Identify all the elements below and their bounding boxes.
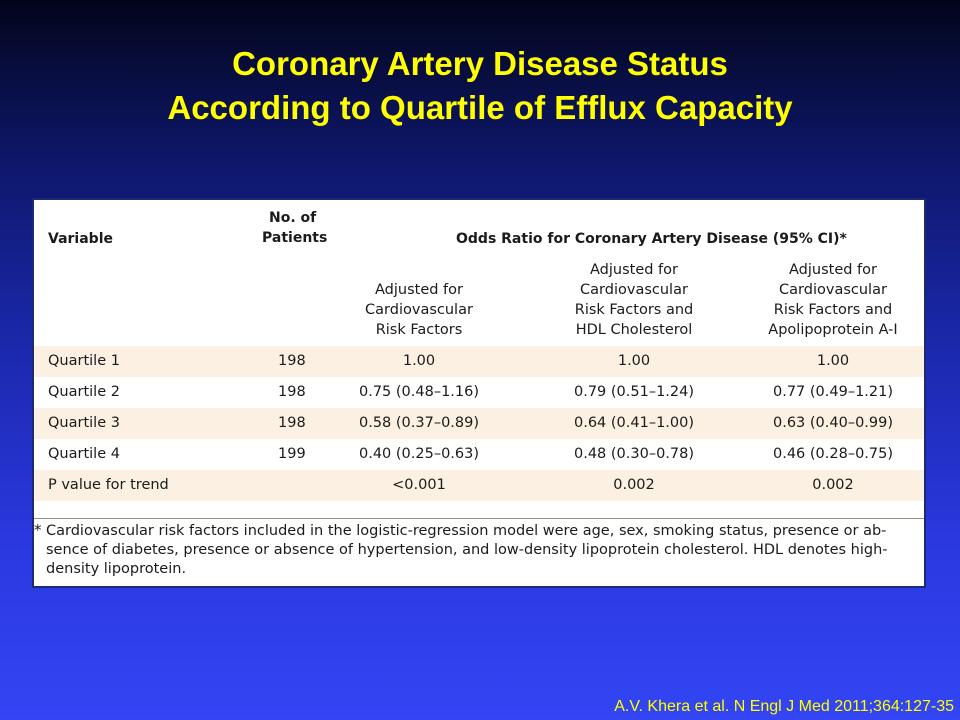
table-row bbox=[34, 408, 924, 439]
footnote-line-2: sence of diabetes, presence or absence of hypertension, and low-density lipoprotein cholesterol. HDL denotes high- bbox=[46, 542, 888, 558]
row-patients: 198 bbox=[278, 384, 306, 400]
row-or-apoa1: 0.46 (0.28–0.75) bbox=[772, 446, 894, 462]
row-or-apoa1: 0.77 (0.49–1.21) bbox=[772, 384, 894, 400]
row-or-apoa1: 1.00 bbox=[816, 353, 850, 369]
row-patients: 199 bbox=[278, 446, 306, 462]
table-row bbox=[34, 439, 924, 470]
subheader-3-line-2: Cardiovascular bbox=[779, 282, 887, 298]
row-or-apoa1: 0.002 bbox=[812, 477, 854, 493]
row-or-hdl: 0.79 (0.51–1.24) bbox=[573, 384, 695, 400]
table-row bbox=[34, 377, 924, 408]
row-variable: Quartile 4 bbox=[48, 446, 120, 462]
row-or-risk: <0.001 bbox=[392, 477, 446, 493]
row-or-apoa1: 0.63 (0.40–0.99) bbox=[772, 415, 894, 431]
row-or-risk: 1.00 bbox=[402, 353, 436, 369]
subheader-3-line-4: Apolipoprotein A-I bbox=[768, 322, 898, 338]
row-patients: 198 bbox=[278, 415, 306, 431]
row-or-hdl: 0.64 (0.41–1.00) bbox=[573, 415, 695, 431]
header-patients-line-1: No. of bbox=[269, 210, 317, 226]
row-variable: Quartile 3 bbox=[48, 415, 120, 431]
row-variable: Quartile 2 bbox=[48, 384, 120, 400]
subheader-2-line-2: Cardiovascular bbox=[580, 282, 688, 298]
footnote-marker: * bbox=[34, 521, 42, 539]
footnote-line-1: Cardiovascular risk factors included in the logistic-regression model were age, sex, smoking status, presence or ab- bbox=[46, 523, 887, 539]
odds-ratio-table bbox=[32, 198, 926, 588]
subheader-2-line-3: Risk Factors and bbox=[574, 302, 694, 318]
table-footnote bbox=[34, 518, 924, 587]
slide-title-line-1: Coronary Artery Disease Status bbox=[232, 45, 728, 82]
slide-title-line-2: According to Quartile of Efflux Capacity bbox=[167, 89, 793, 126]
row-variable: P value for trend bbox=[48, 477, 169, 493]
row-or-hdl: 0.002 bbox=[613, 477, 655, 493]
subheader-2-line-1: Adjusted for bbox=[590, 262, 678, 278]
subheader-3-line-3: Risk Factors and bbox=[773, 302, 893, 318]
subheader-1-line-3: Risk Factors bbox=[375, 322, 463, 338]
table-row bbox=[34, 346, 924, 377]
row-or-risk: 0.75 (0.48–1.16) bbox=[358, 384, 480, 400]
subheader-3-line-1: Adjusted for bbox=[789, 262, 877, 278]
row-variable: Quartile 1 bbox=[48, 353, 120, 369]
row-or-hdl: 1.00 bbox=[617, 353, 651, 369]
subheader-1-line-1: Adjusted for bbox=[375, 282, 463, 298]
footnote-line-3: density lipoprotein. bbox=[46, 561, 187, 577]
row-or-risk: 0.40 (0.25–0.63) bbox=[358, 446, 480, 462]
header-odds-ratio: Odds Ratio for Coronary Artery Disease (95% CI)* bbox=[456, 231, 847, 247]
subheader-2-line-4: HDL Cholesterol bbox=[575, 322, 693, 338]
subheader-adjusted-apoa1 bbox=[748, 260, 918, 340]
subheader-adjusted-risk bbox=[334, 280, 504, 340]
row-patients: 198 bbox=[278, 353, 306, 369]
header-patients-line-2: Patients bbox=[262, 230, 328, 246]
table-row bbox=[34, 470, 924, 501]
header-variable: Variable bbox=[48, 231, 113, 247]
citation: A.V. Khera et al. N Engl J Med 2011;364:127-35 bbox=[614, 698, 954, 715]
row-or-hdl: 0.48 (0.30–0.78) bbox=[573, 446, 695, 462]
subheader-1-line-2: Cardiovascular bbox=[365, 302, 473, 318]
subheader-adjusted-hdl bbox=[549, 260, 719, 340]
row-or-risk: 0.58 (0.37–0.89) bbox=[358, 415, 480, 431]
